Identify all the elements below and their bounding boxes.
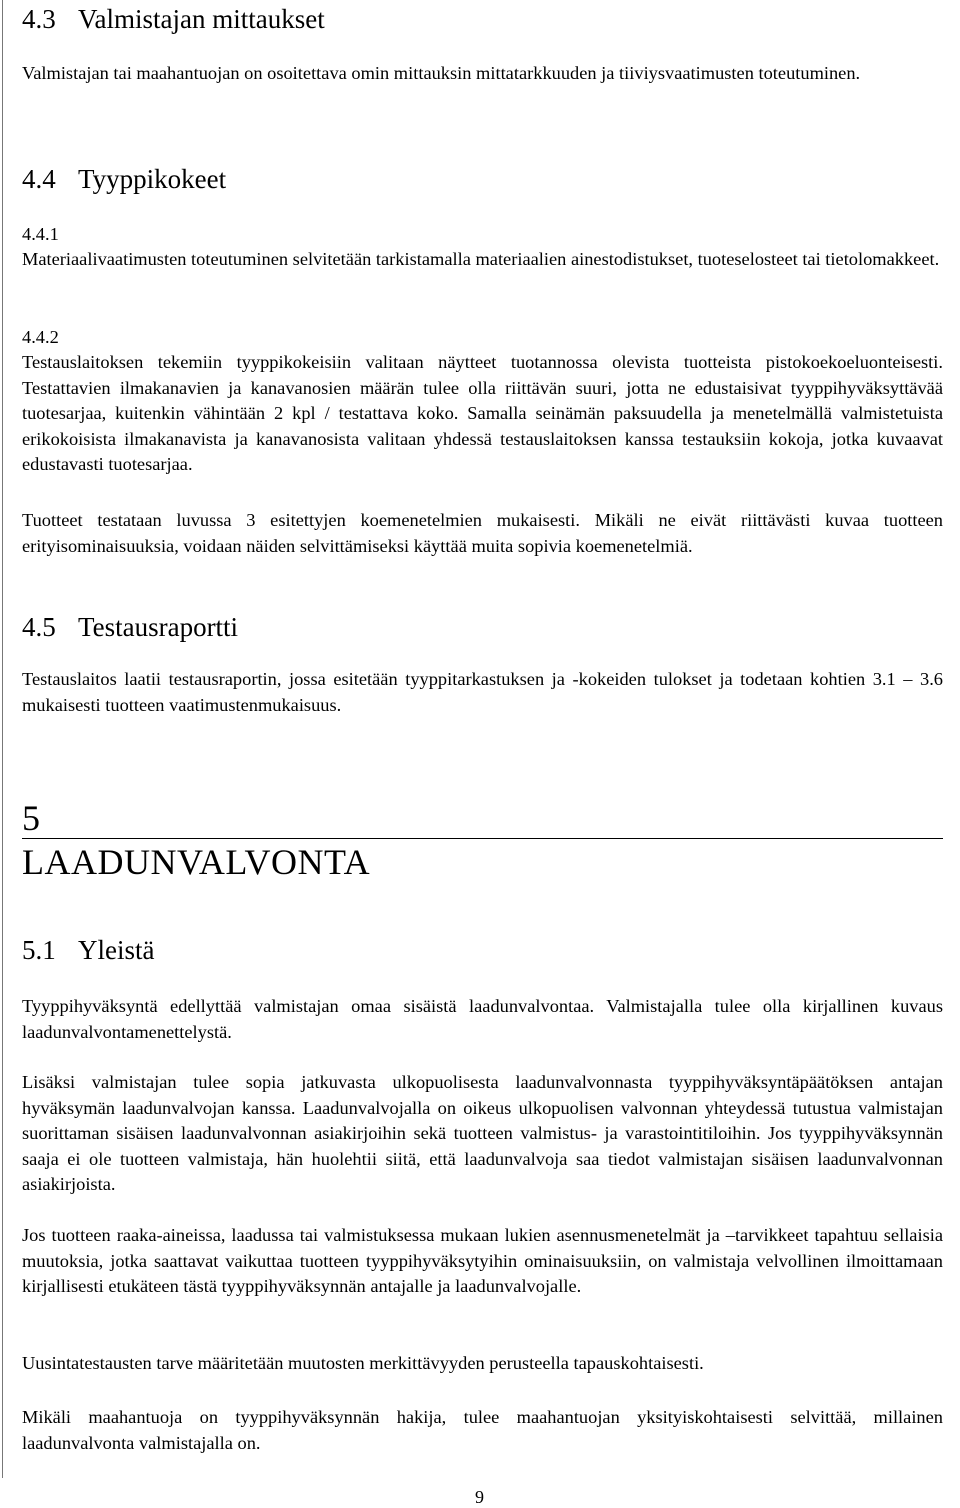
left-margin-line <box>2 0 3 1478</box>
chapter-rule <box>22 838 943 839</box>
section-title: Valmistajan mittaukset <box>78 4 325 34</box>
section-title: Tyyppikokeet <box>78 164 227 194</box>
paragraph: Testauslaitos laatii testausraportin, jossa esitetään tyyppitarkastuksen ja -kokeiden tulokset ja todetaan kohtien 3.1 – 3.6 mukaisesti tuotteen vaatimustenmukaisuus. <box>22 669 943 715</box>
page-number: 9 <box>475 1487 484 1507</box>
section-number: 4.5 <box>22 612 56 642</box>
section-heading-5-1 <box>22 933 154 967</box>
section-number: 4.3 <box>22 4 56 34</box>
paragraph: Jos tuotteen raaka-aineissa, laadussa tai valmistuksessa mukaan lukien asennusmenetelmät ja –tarvikkeet tapahtuu sellaisia muutoksia, jotka saattavat vaikuttaa tuotteen tyyppihyväksytyihin ominaisuuksiin, on valmistaja velvollinen ilmoittamaan kirjallisesti etukäteen tästä tyyppihyväksynnän antajalle ja laadunvalvojalle. <box>22 1225 943 1296</box>
paragraph: Testauslaitoksen tekemiin tyyppikokeisiin valitaan näytteet tuotannossa olevista tuotteista pistokoekoeluonteisesti. Testattavien ilmakanavien ja kanavanosien määrän tulee olla riittävän suuri, jotta ne edustaisivat tyyppihyväksyttävää tuotesarjaa, kuitenkin vähintään 2 kpl / testattava koko. Samalla seinämän paksuudella ja menetelmällä valmistetuista erikokoisista ilmakanavista ja kanavanosista valitaan yhdessä testauslaitoksen kanssa testauksiin kokoja, jotka kuvaavat edustavasti tuotesarjaa. <box>22 352 943 474</box>
paragraph: Valmistajan tai maahantuojan on osoitettava omin mittauksin mittatarkkuuden ja tiiviysvaatimusten toteutuminen. <box>22 63 861 83</box>
section-heading-4-5 <box>22 610 238 644</box>
subsection-number-4-4-2: 4.4.2 <box>22 327 59 347</box>
paragraph: Lisäksi valmistajan tulee sopia jatkuvasta ulkopuolisesta laadunvalvonnasta tyyppihyväksyntäpäätöksen antajan hyväksymän laadunvalvojan kanssa. Laadunvalvojalla on oikeus ulkopuolisen valvonnan yhteydessä tutustua valmistajan suorittaman sisäisen laadunvalvonnan asiakirjoihin sekä tuotteen valmistus- ja varastointitiloihin. Jos tyyppihyväksynnän saaja ei ole tuotteen valmistaja, hän huolehtii siitä, että laadunvalvoja saa tiedot valmistajan sisäisen laadunvalvonnan asiakirjoista. <box>22 1072 943 1194</box>
section-title: Testausraportti <box>78 612 239 642</box>
section-number: 4.4 <box>22 164 56 194</box>
paragraph: Tyyppihyväksyntä edellyttää valmistajan omaa sisäistä laadunvalvontaa. Valmistajalla tulee olla kirjallinen kuvaus laadunvalvontamenettelystä. <box>22 996 943 1042</box>
paragraph: Uusintatestausten tarve määritetään muutosten merkittävyyden perusteella tapauskohtaisesti. <box>22 1353 704 1373</box>
section-heading-4-3 <box>22 2 325 36</box>
chapter-number: 5 <box>22 798 40 838</box>
section-heading-4-4 <box>22 162 226 196</box>
subsection-number-4-4-1: 4.4.1 <box>22 224 59 244</box>
paragraph: Mikäli maahantuoja on tyyppihyväksynnän hakija, tulee maahantuojan yksityiskohtaisesti selvittää, millainen laadunvalvonta valmistajalla on. <box>22 1407 943 1453</box>
section-number: 5.1 <box>22 935 56 965</box>
section-title: Yleistä <box>78 935 155 965</box>
paragraph: Materiaalivaatimusten toteutuminen selvitetään tarkistamalla materiaalien ainestodistukset, tuoteselosteet tai tietolomakkeet. <box>22 249 940 269</box>
chapter-title: LAADUNVALVONTA <box>22 842 371 882</box>
paragraph: Tuotteet testataan luvussa 3 esitettyjen koemenetelmien mukaisesti. Mikäli ne eivät riittävästi kuvaa tuotteen erityisominaisuuksia, voidaan näiden selvittämiseksi käyttää muita sopivia koemenetelmiä. <box>22 510 943 556</box>
